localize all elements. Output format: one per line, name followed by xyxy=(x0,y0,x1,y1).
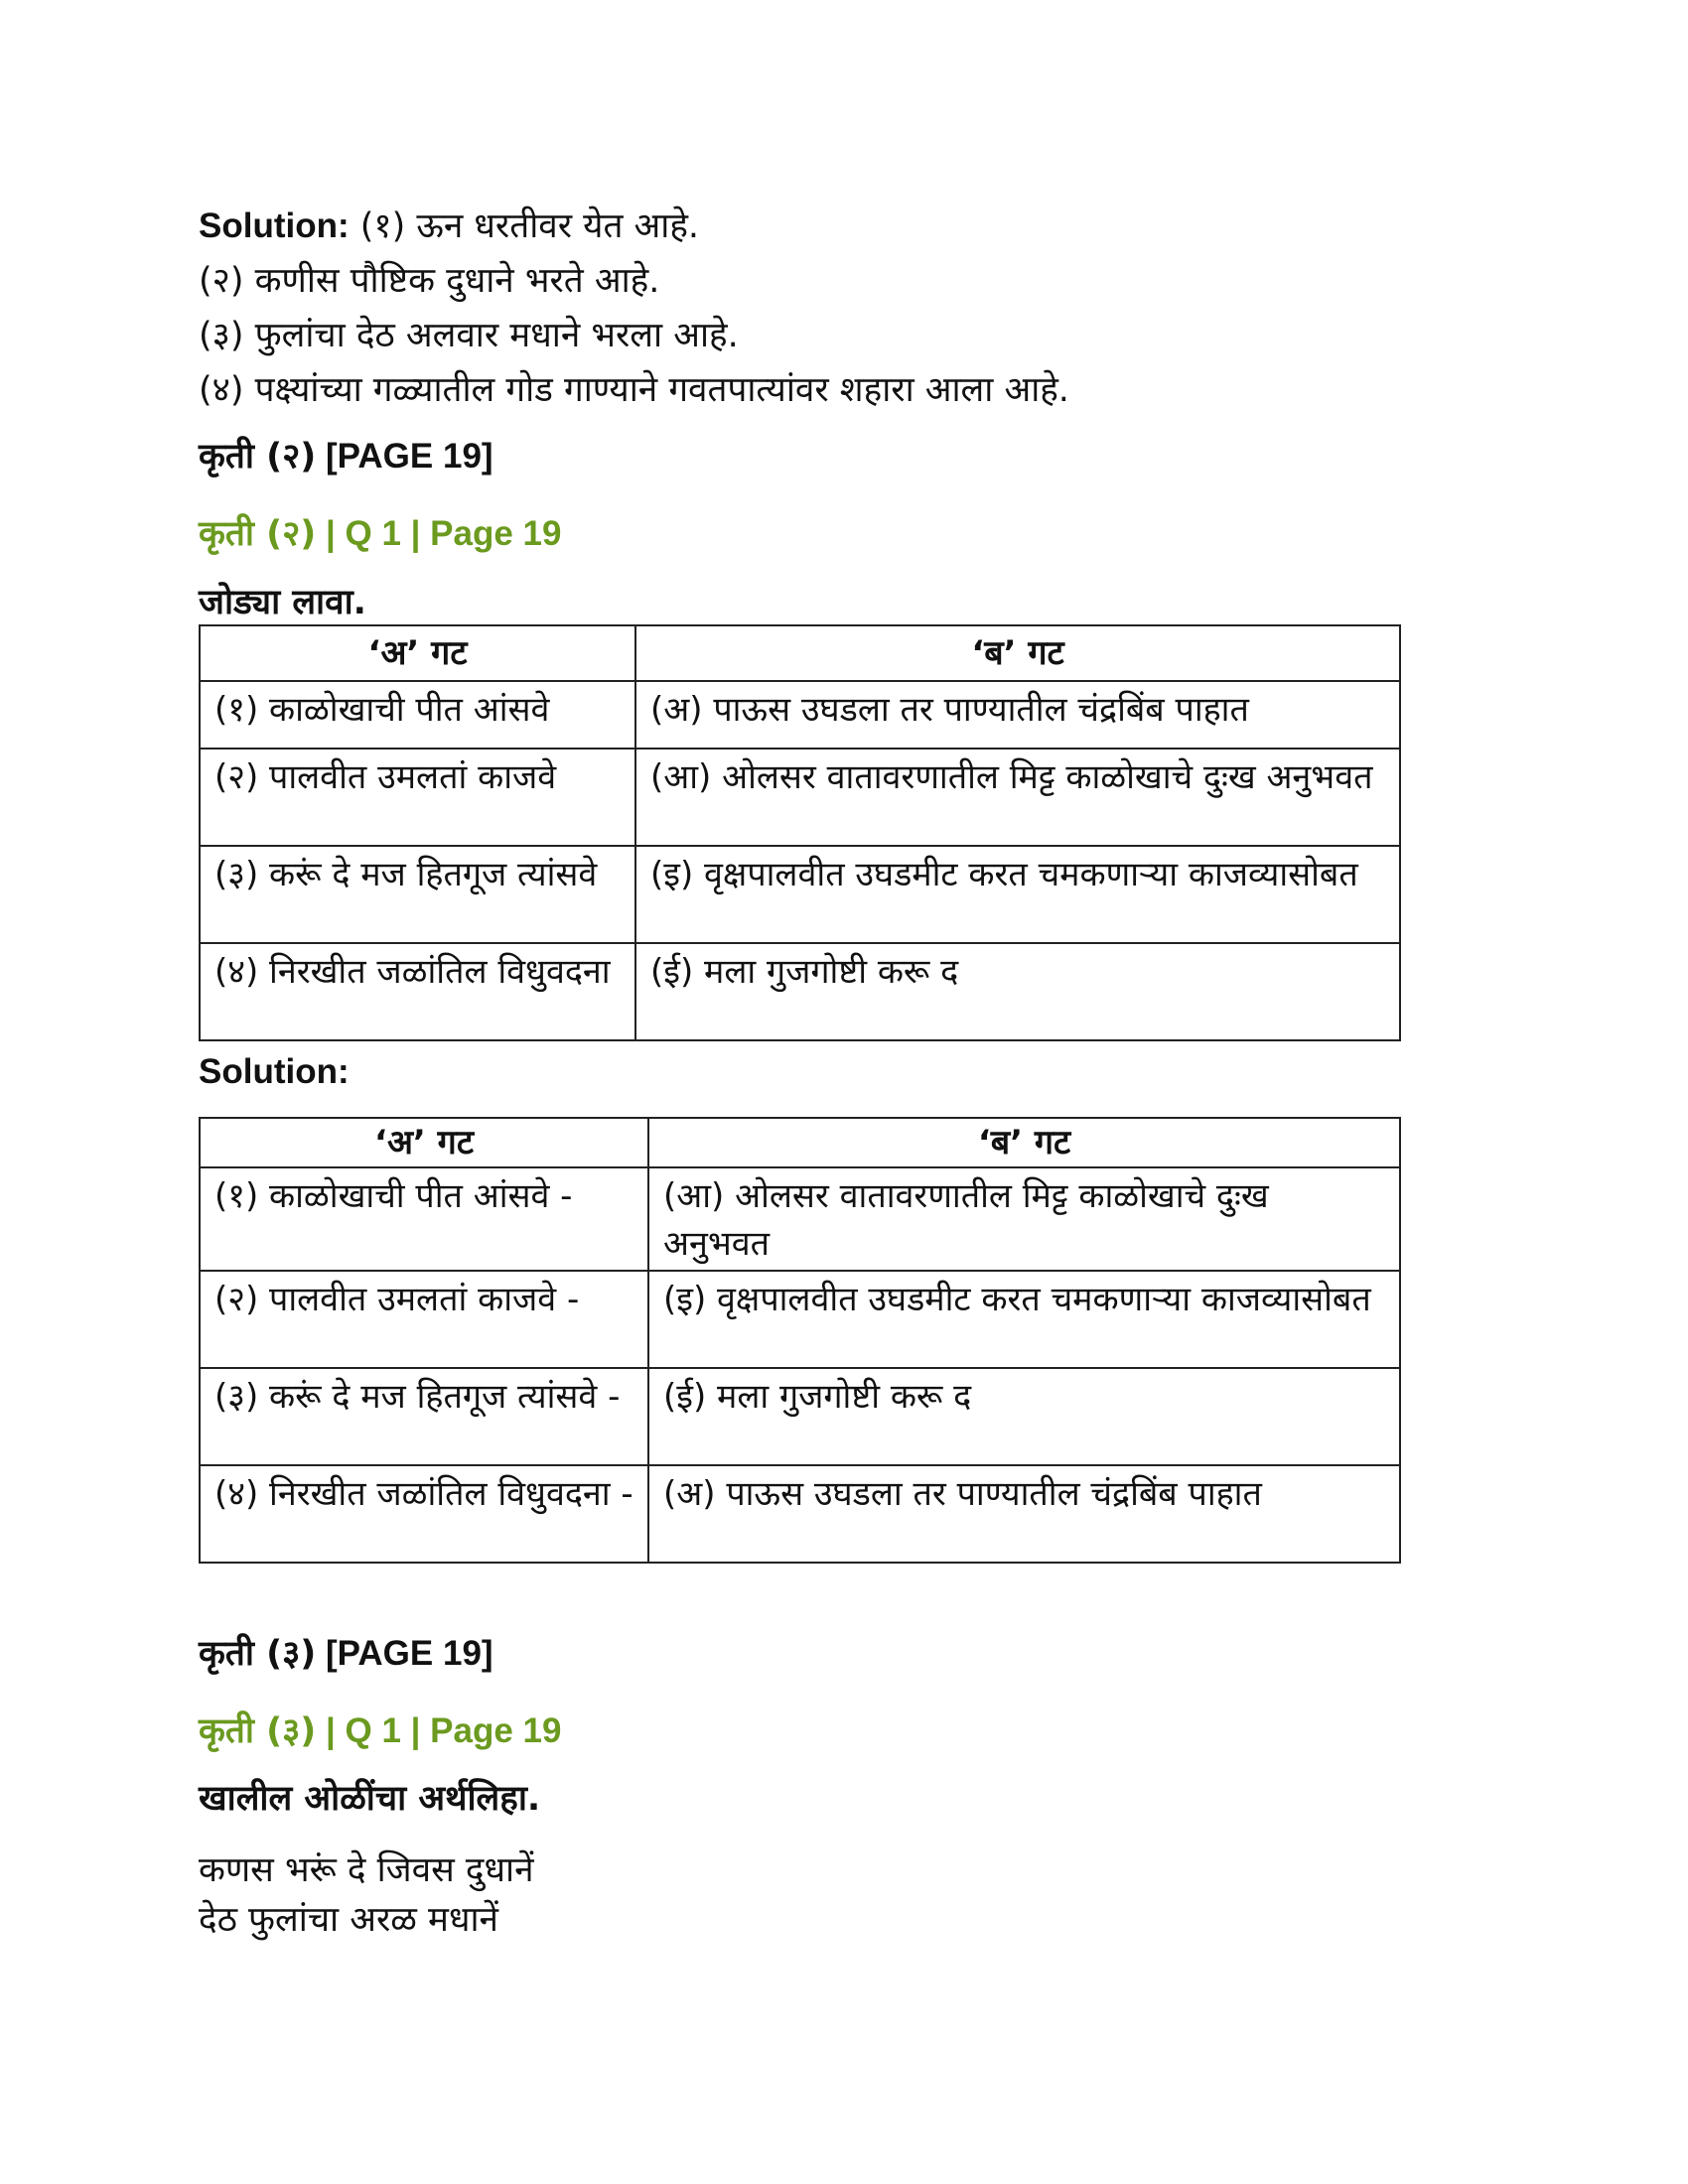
question-link-3-latin: | Q 1 | Page 19 xyxy=(316,1711,562,1750)
column-header-b: ‘ब’ गट xyxy=(635,625,1400,681)
column-header-a: ‘अ’ गट xyxy=(200,625,635,681)
solution-label-2: Solution: xyxy=(199,1052,350,1091)
solution-table xyxy=(199,1117,1401,1564)
cell-b: (इ) वृक्षपालवीत उघडमीट करत चमकणाऱ्या काजव्यासोबत xyxy=(635,846,1400,943)
cell-a: (४) निरखीत जळांतिल विधुवदना xyxy=(200,943,635,1040)
cell-a: (३) करूं दे मज हितगूज त्यांसवे xyxy=(200,846,635,943)
poem-block xyxy=(199,1845,1410,1945)
section-heading-3 xyxy=(199,1629,1410,1679)
table-row xyxy=(200,681,1400,749)
cell-a: (१) काळोखाची पीत आंसवे xyxy=(200,681,635,749)
solution-line-1 xyxy=(199,199,1410,254)
cell-b: (अ) पाऊस उघडला तर पाण्यातील चंद्रबिंब पाहात xyxy=(648,1465,1400,1563)
instruction-match: जोड्या लावा. xyxy=(199,583,366,622)
cell-b: (ई) मला गुजगोष्टी करू द xyxy=(648,1368,1400,1465)
question-link-2-devanagari: कृती (२) xyxy=(199,514,317,554)
table-row xyxy=(200,749,1400,846)
section-heading-2 xyxy=(199,432,1410,481)
solution-line-2: (२) कणीस पौष्टिक दुधाने भरते आहे. xyxy=(199,261,660,301)
table-row xyxy=(200,1368,1400,1465)
table-row xyxy=(200,1167,1400,1271)
solution-line-4: (४) पक्ष्यांच्या गळ्यातील गोड गाण्याने गवतपात्यांवर शहारा आला आहे. xyxy=(199,370,1069,410)
poem-line-1: कणस भरूं दे जिवस दुधानें xyxy=(199,1850,534,1890)
section-heading-2-latin: [PAGE 19] xyxy=(316,437,493,476)
cell-a: (१) काळोखाची पीत आंसवे - xyxy=(200,1167,648,1271)
cell-b: (ई) मला गुजगोष्टी करू द xyxy=(635,943,1400,1040)
cell-a: (४) निरखीत जळांतिल विधुवदना - xyxy=(200,1465,648,1563)
table-row xyxy=(200,846,1400,943)
cell-a: (३) करूं दे मज हितगूज त्यांसवे - xyxy=(200,1368,648,1465)
document-page xyxy=(199,199,1410,1945)
table-header-row xyxy=(200,625,1400,681)
instruction-meaning: खालील ओळींचा अर्थलिहा. xyxy=(199,1779,541,1819)
column-header-b: ‘ब’ गट xyxy=(648,1118,1400,1167)
cell-b: (अ) पाऊस उघडला तर पाण्यातील चंद्रबिंब पाहात xyxy=(635,681,1400,749)
table-row xyxy=(200,943,1400,1040)
solution-text: (१) ऊन धरतीवर येत आहे. xyxy=(349,206,700,246)
column-header-a: ‘अ’ गट xyxy=(200,1118,648,1167)
table-header-row xyxy=(200,1118,1400,1167)
cell-a: (२) पालवीत उमलतां काजवे xyxy=(200,749,635,846)
solution-block xyxy=(199,199,1410,418)
question-link-2-latin: | Q 1 | Page 19 xyxy=(316,514,562,553)
question-link-3-devanagari: कृती (३) xyxy=(199,1711,317,1751)
section-heading-2-devanagari: कृती (२) xyxy=(199,437,317,477)
solution-line-3: (३) फुलांचा देठ अलवार मधाने भरला आहे. xyxy=(199,316,739,355)
section-heading-3-devanagari: कृती (३) xyxy=(199,1634,317,1674)
match-table xyxy=(199,624,1401,1041)
poem-line-2: देठ फुलांचा अरळ मधानें xyxy=(199,1900,498,1940)
cell-b: (आ) ओलसर वातावरणातील मिट्ट काळोखाचे दुःख अनुभवत xyxy=(635,749,1400,846)
question-link-3[interactable] xyxy=(199,1706,1410,1756)
cell-b: (आ) ओलसर वातावरणातील मिट्ट काळोखाचे दुःख अनुभवत xyxy=(648,1167,1400,1271)
table-row xyxy=(200,1271,1400,1368)
cell-a: (२) पालवीत उमलतां काजवे - xyxy=(200,1271,648,1368)
table-row xyxy=(200,1465,1400,1563)
section-heading-3-latin: [PAGE 19] xyxy=(316,1634,493,1673)
cell-b: (इ) वृक्षपालवीत उघडमीट करत चमकणाऱ्या काजव्यासोबत xyxy=(648,1271,1400,1368)
solution-label: Solution: xyxy=(199,206,350,245)
question-link-2[interactable] xyxy=(199,509,1410,559)
